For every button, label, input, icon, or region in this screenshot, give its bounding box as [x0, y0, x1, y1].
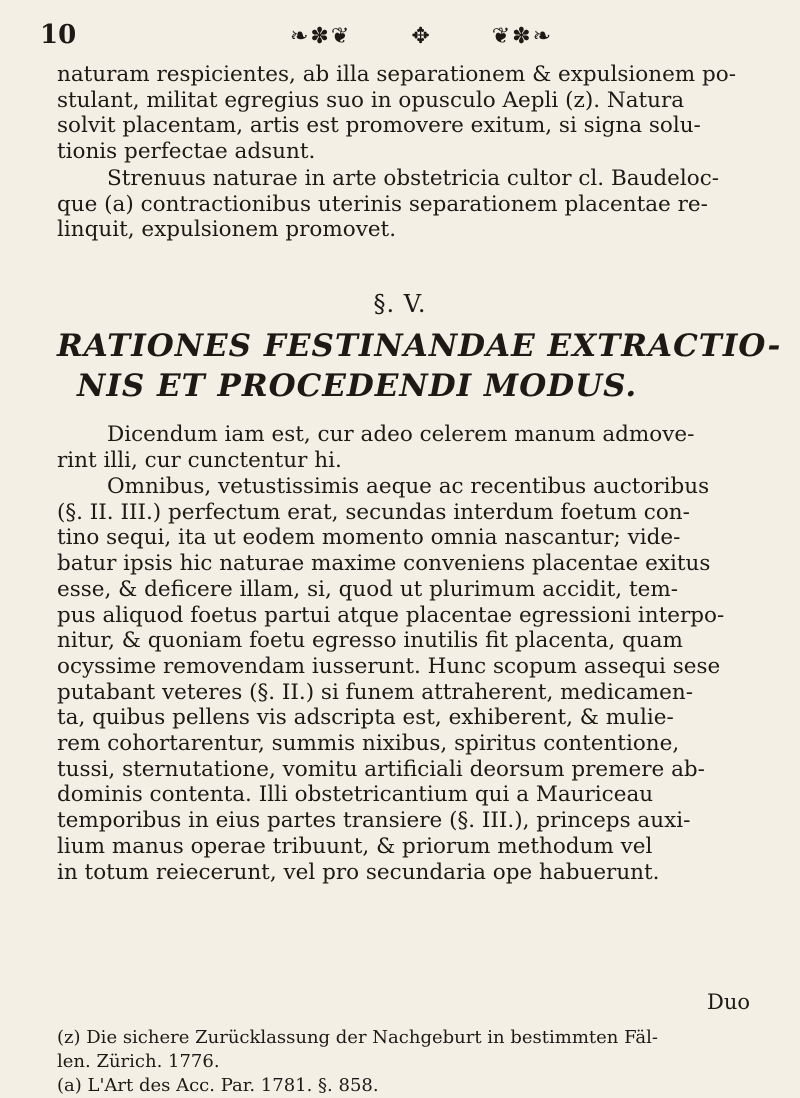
text-line: in totum reiecerunt, vel pro secundaria ope habuerunt.: [57, 859, 660, 885]
section-title-line: RATIONES FESTINANDAE EXTRACTIO-: [57, 328, 782, 364]
paragraph-4: [57, 474, 760, 885]
text-line: tussi, sternutatione, vomitu artificiali deorsum premere ab-: [57, 756, 705, 782]
text-line: tionis perfectae adsunt.: [57, 139, 316, 165]
text-line: nitur, & quoniam foetu egresso inutilis fit placenta, quam: [57, 628, 683, 654]
section-title-line: NIS ET PROCEDENDI MODUS.: [77, 368, 638, 404]
text-line: stulant, militat egregius suo in opusculo Aepli (z). Natura: [57, 87, 685, 113]
catchword: Duo: [706, 990, 750, 1014]
text-line: esse, & deficere illam, si, quod ut plurimum accidit, tem-: [57, 576, 678, 602]
text-line: Omnibus, vetustissimis aeque ac recentibus auctoribus: [107, 474, 710, 499]
text-line: solvit placentam, artis est promovere exitum, si signa solu-: [57, 113, 701, 139]
section-title: [57, 328, 781, 404]
page-number: 10: [40, 20, 77, 50]
footnote-line: (z) Die sichere Zurücklassung der Nachgeburt in bestimmten Fäl-: [57, 1027, 658, 1048]
text-line: ta, quibus pellens vis adscripta est, exhiberent, & mulie-: [57, 705, 674, 731]
text-line: dominis contenta. Illi obstetricantium qui a Mauriceau: [57, 782, 654, 808]
paragraph-3: [57, 422, 760, 473]
text-line: ocyssime removendam iusserunt. Hunc scopum assequi sese: [57, 653, 721, 679]
text-line: rint illi, cur cunctentur hi.: [57, 447, 342, 473]
ornament-center-icon: ✥: [411, 24, 432, 49]
text-line: batur ipsis hic naturae maxime conveniens placentae exitus: [57, 551, 711, 577]
text-line: rem cohortarentur, summis nixibus, spiritus contentione,: [57, 731, 680, 757]
text-line: Strenuus naturae in arte obstetricia cultor cl. Baudeloc-: [107, 166, 720, 191]
text-line: que (a) contractionibus uterinis separationem placentae re-: [57, 191, 708, 217]
text-line: putabant veteres (§. II.) si funem attraherent, medicamen-: [57, 679, 694, 705]
section-number: §. V.: [373, 290, 427, 318]
footnote-line: len. Zürich. 1776.: [57, 1051, 220, 1072]
paragraph-1: [57, 62, 760, 165]
header-ornaments: [290, 24, 553, 49]
text-line: pus aliquod foetus partui atque placentae egressioni interpo-: [57, 602, 725, 628]
page-header: [40, 20, 760, 60]
text-line: (§. II. III.) perfectum erat, secundas interdum foetum con-: [57, 499, 690, 525]
ornament-left-icon: ❧✽❦: [290, 24, 352, 49]
text-line: tino sequi, ita ut eodem momento omnia nascantur; vide-: [57, 525, 681, 551]
text-line: naturam respicientes, ab illa separationem & expulsionem po-: [57, 62, 737, 87]
text-line: temporibus in eius partes transiere (§. III.), princeps auxi-: [57, 808, 691, 834]
footnotes: [57, 1026, 760, 1098]
text-line: linquit, expulsionem promovet.: [57, 217, 397, 243]
ornament-right-icon: ❦✽❧: [491, 24, 554, 49]
footnote-line: (a) L'Art des Acc. Par. 1781. §. 858.: [57, 1075, 379, 1096]
text-line: lium manus operae tribuunt, & priorum methodum vel: [57, 833, 653, 859]
text-line: Dicendum iam est, cur adeo celerem manum admove-: [107, 422, 695, 447]
paragraph-2: [57, 166, 760, 243]
